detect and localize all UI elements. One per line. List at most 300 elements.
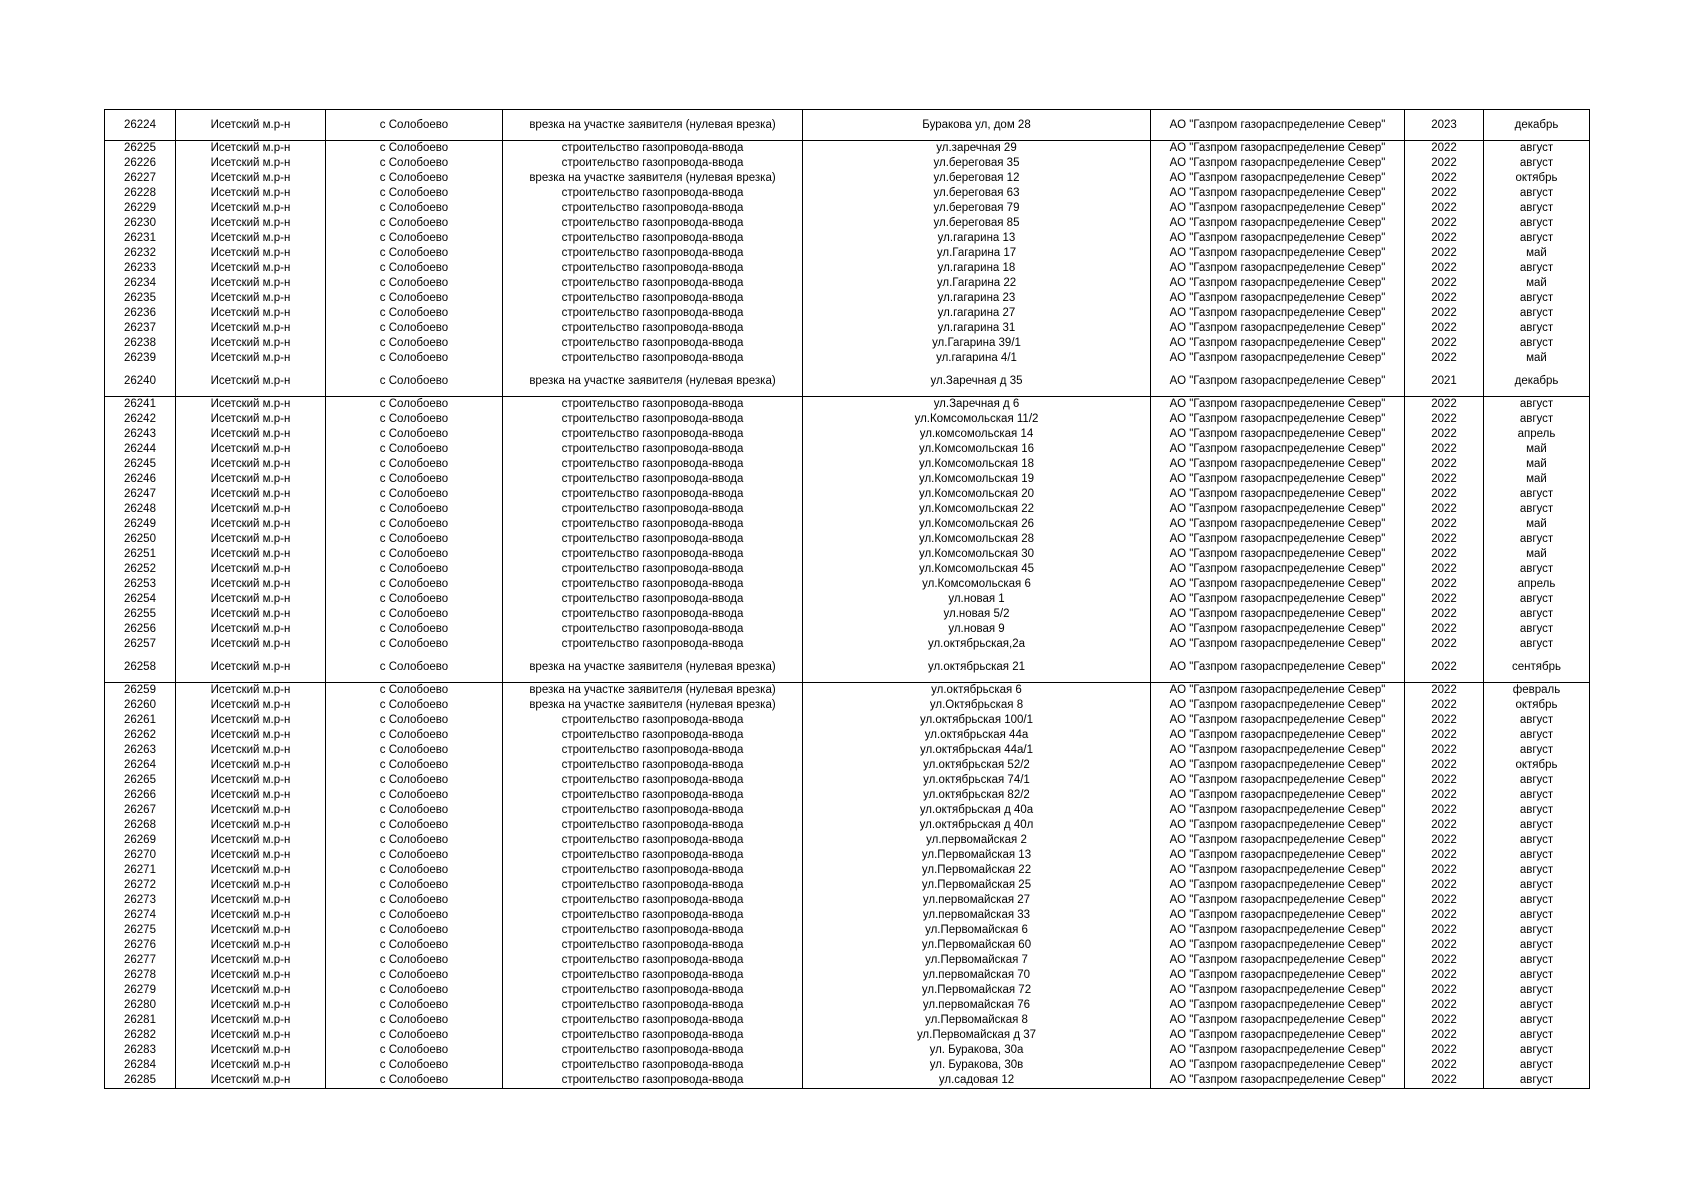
cell-settlement: с Солобоево: [326, 577, 503, 592]
cell-work-type: строительство газопровода-ввода: [503, 156, 803, 171]
cell-number: 26269: [105, 833, 176, 848]
cell-month: август: [1484, 803, 1590, 818]
cell-district: Исетский м.р-н: [176, 291, 326, 306]
cell-organization: АО "Газпром газораспределение Север": [1151, 306, 1405, 321]
cell-district: Исетский м.р-н: [176, 321, 326, 336]
table-row: [105, 773, 1590, 788]
cell-work-type: строительство газопровода-ввода: [503, 607, 803, 622]
cell-year: 2023: [1405, 110, 1484, 141]
table-row: [105, 1028, 1590, 1043]
cell-district: Исетский м.р-н: [176, 728, 326, 743]
cell-month: февраль: [1484, 683, 1590, 699]
cell-address: ул.гагарина 23: [803, 291, 1151, 306]
cell-district: Исетский м.р-н: [176, 156, 326, 171]
cell-address: ул.Гагарина 17: [803, 246, 1151, 261]
cell-address: ул.Заречная д 6: [803, 397, 1151, 413]
cell-month: август: [1484, 201, 1590, 216]
cell-district: Исетский м.р-н: [176, 171, 326, 186]
cell-month: август: [1484, 487, 1590, 502]
table-row: [105, 683, 1590, 699]
cell-address: ул.Первомайская 60: [803, 938, 1151, 953]
cell-organization: АО "Газпром газораспределение Север": [1151, 261, 1405, 276]
cell-district: Исетский м.р-н: [176, 998, 326, 1013]
cell-settlement: с Солобоево: [326, 1043, 503, 1058]
cell-organization: АО "Газпром газораспределение Север": [1151, 351, 1405, 366]
cell-work-type: строительство газопровода-ввода: [503, 848, 803, 863]
cell-district: Исетский м.р-н: [176, 637, 326, 652]
cell-work-type: врезка на участке заявителя (нулевая врезка): [503, 366, 803, 397]
cell-settlement: с Солобоево: [326, 532, 503, 547]
cell-organization: АО "Газпром газораспределение Север": [1151, 517, 1405, 532]
table-row: [105, 893, 1590, 908]
cell-organization: АО "Газпром газораспределение Север": [1151, 893, 1405, 908]
cell-work-type: строительство газопровода-ввода: [503, 968, 803, 983]
table-row: [105, 953, 1590, 968]
table-row: [105, 698, 1590, 713]
cell-year: 2022: [1405, 201, 1484, 216]
cell-month: август: [1484, 998, 1590, 1013]
cell-address: ул.новая 5/2: [803, 607, 1151, 622]
cell-year: 2022: [1405, 983, 1484, 998]
cell-number: 26273: [105, 893, 176, 908]
cell-settlement: с Солобоево: [326, 592, 503, 607]
cell-work-type: строительство газопровода-ввода: [503, 1028, 803, 1043]
cell-number: 26285: [105, 1073, 176, 1089]
cell-settlement: с Солобоево: [326, 923, 503, 938]
cell-organization: АО "Газпром газораспределение Север": [1151, 412, 1405, 427]
cell-district: Исетский м.р-н: [176, 713, 326, 728]
cell-district: Исетский м.р-н: [176, 923, 326, 938]
cell-work-type: строительство газопровода-ввода: [503, 472, 803, 487]
table-row: [105, 517, 1590, 532]
cell-year: 2022: [1405, 261, 1484, 276]
cell-year: 2022: [1405, 938, 1484, 953]
cell-settlement: с Солобоево: [326, 186, 503, 201]
cell-number: 26231: [105, 231, 176, 246]
cell-organization: АО "Газпром газораспределение Север": [1151, 487, 1405, 502]
cell-organization: АО "Газпром газораспределение Север": [1151, 171, 1405, 186]
cell-district: Исетский м.р-н: [176, 502, 326, 517]
cell-number: 26281: [105, 1013, 176, 1028]
cell-address: Буракова ул, дом 28: [803, 110, 1151, 141]
cell-year: 2022: [1405, 968, 1484, 983]
cell-work-type: строительство газопровода-ввода: [503, 351, 803, 366]
cell-year: 2022: [1405, 1058, 1484, 1073]
cell-settlement: с Солобоево: [326, 698, 503, 713]
cell-settlement: с Солобоево: [326, 336, 503, 351]
cell-district: Исетский м.р-н: [176, 1013, 326, 1028]
cell-number: 26255: [105, 607, 176, 622]
cell-year: 2022: [1405, 698, 1484, 713]
cell-address: ул.октябрьская 100/1: [803, 713, 1151, 728]
cell-work-type: строительство газопровода-ввода: [503, 592, 803, 607]
cell-district: Исетский м.р-н: [176, 336, 326, 351]
cell-address: ул.Гагарина 22: [803, 276, 1151, 291]
cell-settlement: с Солобоево: [326, 1073, 503, 1089]
cell-year: 2022: [1405, 321, 1484, 336]
cell-year: 2022: [1405, 457, 1484, 472]
cell-number: 26250: [105, 532, 176, 547]
cell-number: 26271: [105, 863, 176, 878]
cell-work-type: строительство газопровода-ввода: [503, 938, 803, 953]
cell-year: 2022: [1405, 216, 1484, 231]
cell-address: ул.Комсомольская 45: [803, 562, 1151, 577]
cell-organization: АО "Газпром газораспределение Север": [1151, 652, 1405, 683]
table-row: [105, 878, 1590, 893]
table-row: [105, 803, 1590, 818]
cell-month: август: [1484, 773, 1590, 788]
cell-number: 26232: [105, 246, 176, 261]
cell-number: 26233: [105, 261, 176, 276]
cell-organization: АО "Газпром газораспределение Север": [1151, 683, 1405, 699]
cell-organization: АО "Газпром газораспределение Север": [1151, 291, 1405, 306]
cell-number: 26276: [105, 938, 176, 953]
cell-settlement: с Солобоево: [326, 321, 503, 336]
cell-organization: АО "Газпром газораспределение Север": [1151, 397, 1405, 413]
cell-organization: АО "Газпром газораспределение Север": [1151, 156, 1405, 171]
cell-month: декабрь: [1484, 110, 1590, 141]
cell-address: ул.Комсомольская 28: [803, 532, 1151, 547]
cell-district: Исетский м.р-н: [176, 547, 326, 562]
cell-month: август: [1484, 713, 1590, 728]
cell-work-type: строительство газопровода-ввода: [503, 878, 803, 893]
cell-district: Исетский м.р-н: [176, 818, 326, 833]
cell-organization: АО "Газпром газораспределение Север": [1151, 502, 1405, 517]
cell-number: 26267: [105, 803, 176, 818]
table-row: [105, 502, 1590, 517]
cell-district: Исетский м.р-н: [176, 442, 326, 457]
cell-settlement: с Солобоево: [326, 231, 503, 246]
cell-work-type: строительство газопровода-ввода: [503, 577, 803, 592]
table-row: [105, 1058, 1590, 1073]
cell-settlement: с Солобоево: [326, 758, 503, 773]
cell-month: август: [1484, 321, 1590, 336]
table-row: [105, 336, 1590, 351]
cell-year: 2022: [1405, 908, 1484, 923]
cell-address: ул.гагарина 18: [803, 261, 1151, 276]
cell-settlement: с Солобоево: [326, 351, 503, 366]
cell-district: Исетский м.р-н: [176, 908, 326, 923]
table-row: [105, 622, 1590, 637]
table-row: [105, 487, 1590, 502]
cell-address: ул.Комсомольская 20: [803, 487, 1151, 502]
cell-number: 26226: [105, 156, 176, 171]
cell-month: октябрь: [1484, 171, 1590, 186]
cell-address: ул.первомайская 27: [803, 893, 1151, 908]
cell-address: ул.новая 9: [803, 622, 1151, 637]
cell-number: 26245: [105, 457, 176, 472]
cell-year: 2022: [1405, 803, 1484, 818]
table-row: [105, 848, 1590, 863]
cell-organization: АО "Газпром газораспределение Север": [1151, 472, 1405, 487]
cell-work-type: строительство газопровода-ввода: [503, 186, 803, 201]
cell-work-type: строительство газопровода-ввода: [503, 893, 803, 908]
table-row: [105, 261, 1590, 276]
cell-organization: АО "Газпром газораспределение Север": [1151, 788, 1405, 803]
cell-settlement: с Солобоево: [326, 713, 503, 728]
cell-settlement: с Солобоево: [326, 652, 503, 683]
cell-settlement: с Солобоево: [326, 968, 503, 983]
cell-month: май: [1484, 246, 1590, 261]
cell-work-type: строительство газопровода-ввода: [503, 788, 803, 803]
table-row: [105, 366, 1590, 397]
cell-year: 2022: [1405, 637, 1484, 652]
cell-address: ул.первомайская 33: [803, 908, 1151, 923]
cell-number: 26277: [105, 953, 176, 968]
cell-month: май: [1484, 457, 1590, 472]
cell-number: 26228: [105, 186, 176, 201]
cell-number: 26275: [105, 923, 176, 938]
cell-district: Исетский м.р-н: [176, 397, 326, 413]
table-row: [105, 728, 1590, 743]
table-row: [105, 141, 1590, 157]
cell-work-type: строительство газопровода-ввода: [503, 833, 803, 848]
cell-organization: АО "Газпром газораспределение Север": [1151, 637, 1405, 652]
table-row: [105, 1043, 1590, 1058]
cell-work-type: строительство газопровода-ввода: [503, 442, 803, 457]
cell-organization: АО "Газпром газораспределение Север": [1151, 743, 1405, 758]
cell-district: Исетский м.р-н: [176, 863, 326, 878]
cell-month: август: [1484, 231, 1590, 246]
table-row: [105, 1013, 1590, 1028]
cell-organization: АО "Газпром газораспределение Север": [1151, 773, 1405, 788]
table-row: [105, 713, 1590, 728]
cell-number: 26284: [105, 1058, 176, 1073]
cell-month: август: [1484, 908, 1590, 923]
cell-work-type: строительство газопровода-ввода: [503, 953, 803, 968]
cell-organization: АО "Газпром газораспределение Север": [1151, 562, 1405, 577]
cell-work-type: строительство газопровода-ввода: [503, 517, 803, 532]
table-row: [105, 1073, 1590, 1089]
cell-district: Исетский м.р-н: [176, 472, 326, 487]
cell-year: 2022: [1405, 141, 1484, 157]
cell-district: Исетский м.р-н: [176, 803, 326, 818]
cell-organization: АО "Газпром газораспределение Север": [1151, 622, 1405, 637]
cell-district: Исетский м.р-н: [176, 698, 326, 713]
cell-settlement: с Солобоево: [326, 938, 503, 953]
cell-month: август: [1484, 848, 1590, 863]
cell-district: Исетский м.р-н: [176, 848, 326, 863]
cell-district: Исетский м.р-н: [176, 306, 326, 321]
cell-district: Исетский м.р-н: [176, 366, 326, 397]
cell-settlement: с Солобоево: [326, 818, 503, 833]
cell-district: Исетский м.р-н: [176, 773, 326, 788]
table-row: [105, 412, 1590, 427]
cell-address: ул.Первомайская 25: [803, 878, 1151, 893]
cell-month: август: [1484, 186, 1590, 201]
cell-month: август: [1484, 968, 1590, 983]
cell-number: 26225: [105, 141, 176, 157]
cell-organization: АО "Газпром газораспределение Север": [1151, 758, 1405, 773]
cell-organization: АО "Газпром газораспределение Север": [1151, 848, 1405, 863]
table-row: [105, 547, 1590, 562]
table-row: [105, 818, 1590, 833]
cell-address: ул.комсомольская 14: [803, 427, 1151, 442]
cell-settlement: с Солобоево: [326, 246, 503, 261]
cell-organization: АО "Газпром газораспределение Север": [1151, 276, 1405, 291]
cell-month: август: [1484, 923, 1590, 938]
cell-month: август: [1484, 336, 1590, 351]
cell-month: апрель: [1484, 577, 1590, 592]
cell-work-type: строительство газопровода-ввода: [503, 818, 803, 833]
cell-year: 2022: [1405, 592, 1484, 607]
cell-address: ул.заречная 29: [803, 141, 1151, 157]
cell-organization: АО "Газпром газораспределение Север": [1151, 592, 1405, 607]
cell-work-type: врезка на участке заявителя (нулевая врезка): [503, 171, 803, 186]
cell-number: 26268: [105, 818, 176, 833]
cell-number: 26258: [105, 652, 176, 683]
cell-settlement: с Солобоево: [326, 517, 503, 532]
cell-address: ул.первомайская 76: [803, 998, 1151, 1013]
cell-work-type: строительство газопровода-ввода: [503, 427, 803, 442]
cell-address: ул.береговая 79: [803, 201, 1151, 216]
cell-address: ул.октябрьская д 40а: [803, 803, 1151, 818]
cell-organization: АО "Газпром газораспределение Север": [1151, 201, 1405, 216]
cell-address: ул.береговая 12: [803, 171, 1151, 186]
cell-number: 26259: [105, 683, 176, 699]
cell-settlement: с Солобоево: [326, 637, 503, 652]
cell-district: Исетский м.р-н: [176, 683, 326, 699]
cell-address: ул.гагарина 31: [803, 321, 1151, 336]
cell-work-type: строительство газопровода-ввода: [503, 1043, 803, 1058]
cell-month: август: [1484, 743, 1590, 758]
cell-settlement: с Солобоево: [326, 547, 503, 562]
cell-district: Исетский м.р-н: [176, 246, 326, 261]
cell-settlement: с Солобоево: [326, 983, 503, 998]
cell-address: ул.новая 1: [803, 592, 1151, 607]
cell-work-type: строительство газопровода-ввода: [503, 412, 803, 427]
cell-month: май: [1484, 517, 1590, 532]
cell-district: Исетский м.р-н: [176, 1043, 326, 1058]
cell-organization: АО "Газпром газораспределение Север": [1151, 923, 1405, 938]
cell-number: 26266: [105, 788, 176, 803]
table-row: [105, 743, 1590, 758]
cell-year: 2022: [1405, 532, 1484, 547]
cell-year: 2021: [1405, 366, 1484, 397]
cell-work-type: строительство газопровода-ввода: [503, 773, 803, 788]
cell-organization: АО "Газпром газораспределение Север": [1151, 547, 1405, 562]
table-row: [105, 532, 1590, 547]
cell-work-type: строительство газопровода-ввода: [503, 622, 803, 637]
cell-work-type: строительство газопровода-ввода: [503, 261, 803, 276]
cell-year: 2022: [1405, 893, 1484, 908]
cell-address: ул.первомайская 70: [803, 968, 1151, 983]
cell-year: 2022: [1405, 1043, 1484, 1058]
cell-address: ул.октябрьская 74/1: [803, 773, 1151, 788]
cell-address: ул.Комсомольская 18: [803, 457, 1151, 472]
cell-year: 2022: [1405, 622, 1484, 637]
cell-work-type: строительство газопровода-ввода: [503, 998, 803, 1013]
cell-number: 26274: [105, 908, 176, 923]
cell-organization: АО "Газпром газораспределение Север": [1151, 231, 1405, 246]
cell-month: август: [1484, 893, 1590, 908]
cell-district: Исетский м.р-н: [176, 532, 326, 547]
cell-address: ул.Комсомольская 30: [803, 547, 1151, 562]
cell-month: октябрь: [1484, 758, 1590, 773]
cell-month: декабрь: [1484, 366, 1590, 397]
table-row: [105, 246, 1590, 261]
cell-number: 26234: [105, 276, 176, 291]
cell-work-type: врезка на участке заявителя (нулевая врезка): [503, 110, 803, 141]
table-row: [105, 156, 1590, 171]
cell-month: август: [1484, 141, 1590, 157]
cell-organization: АО "Газпром газораспределение Север": [1151, 968, 1405, 983]
cell-year: 2022: [1405, 1013, 1484, 1028]
cell-number: 26240: [105, 366, 176, 397]
cell-year: 2022: [1405, 427, 1484, 442]
cell-address: ул.гагарина 4/1: [803, 351, 1151, 366]
cell-settlement: с Солобоево: [326, 998, 503, 1013]
cell-year: 2022: [1405, 863, 1484, 878]
cell-year: 2022: [1405, 562, 1484, 577]
cell-year: 2022: [1405, 246, 1484, 261]
cell-month: август: [1484, 983, 1590, 998]
cell-settlement: с Солобоево: [326, 502, 503, 517]
cell-organization: АО "Газпром газораспределение Север": [1151, 953, 1405, 968]
cell-work-type: строительство газопровода-ввода: [503, 291, 803, 306]
cell-year: 2022: [1405, 758, 1484, 773]
cell-month: август: [1484, 291, 1590, 306]
cell-work-type: строительство газопровода-ввода: [503, 562, 803, 577]
cell-district: Исетский м.р-н: [176, 186, 326, 201]
table-row: [105, 833, 1590, 848]
cell-work-type: строительство газопровода-ввода: [503, 487, 803, 502]
cell-settlement: с Солобоево: [326, 472, 503, 487]
cell-month: август: [1484, 938, 1590, 953]
cell-work-type: строительство газопровода-ввода: [503, 306, 803, 321]
cell-month: август: [1484, 728, 1590, 743]
cell-number: 26241: [105, 397, 176, 413]
cell-organization: АО "Газпром газораспределение Север": [1151, 110, 1405, 141]
cell-month: август: [1484, 156, 1590, 171]
cell-settlement: с Солобоево: [326, 1028, 503, 1043]
cell-year: 2022: [1405, 472, 1484, 487]
cell-year: 2022: [1405, 412, 1484, 427]
cell-district: Исетский м.р-н: [176, 983, 326, 998]
cell-number: 26239: [105, 351, 176, 366]
cell-address: ул.Заречная д 35: [803, 366, 1151, 397]
cell-work-type: строительство газопровода-ввода: [503, 758, 803, 773]
cell-address: ул.октябрьская,2а: [803, 637, 1151, 652]
cell-settlement: с Солобоево: [326, 788, 503, 803]
cell-settlement: с Солобоево: [326, 457, 503, 472]
cell-month: август: [1484, 306, 1590, 321]
cell-district: Исетский м.р-н: [176, 562, 326, 577]
cell-work-type: строительство газопровода-ввода: [503, 502, 803, 517]
cell-settlement: с Солобоево: [326, 306, 503, 321]
cell-district: Исетский м.р-н: [176, 743, 326, 758]
table-row: [105, 983, 1590, 998]
cell-month: май: [1484, 276, 1590, 291]
cell-work-type: строительство газопровода-ввода: [503, 457, 803, 472]
table-row: [105, 908, 1590, 923]
cell-address: ул.Комсомольская 16: [803, 442, 1151, 457]
cell-year: 2022: [1405, 487, 1484, 502]
cell-address: ул.Первомайская 8: [803, 1013, 1151, 1028]
cell-month: август: [1484, 412, 1590, 427]
cell-work-type: строительство газопровода-ввода: [503, 231, 803, 246]
cell-address: ул.Комсомольская 11/2: [803, 412, 1151, 427]
cell-year: 2022: [1405, 1073, 1484, 1089]
cell-number: 26260: [105, 698, 176, 713]
cell-district: Исетский м.р-н: [176, 1028, 326, 1043]
cell-year: 2022: [1405, 577, 1484, 592]
cell-settlement: с Солобоево: [326, 878, 503, 893]
cell-organization: АО "Газпром газораспределение Север": [1151, 1028, 1405, 1043]
cell-number: 26224: [105, 110, 176, 141]
cell-year: 2022: [1405, 683, 1484, 699]
cell-district: Исетский м.р-н: [176, 833, 326, 848]
